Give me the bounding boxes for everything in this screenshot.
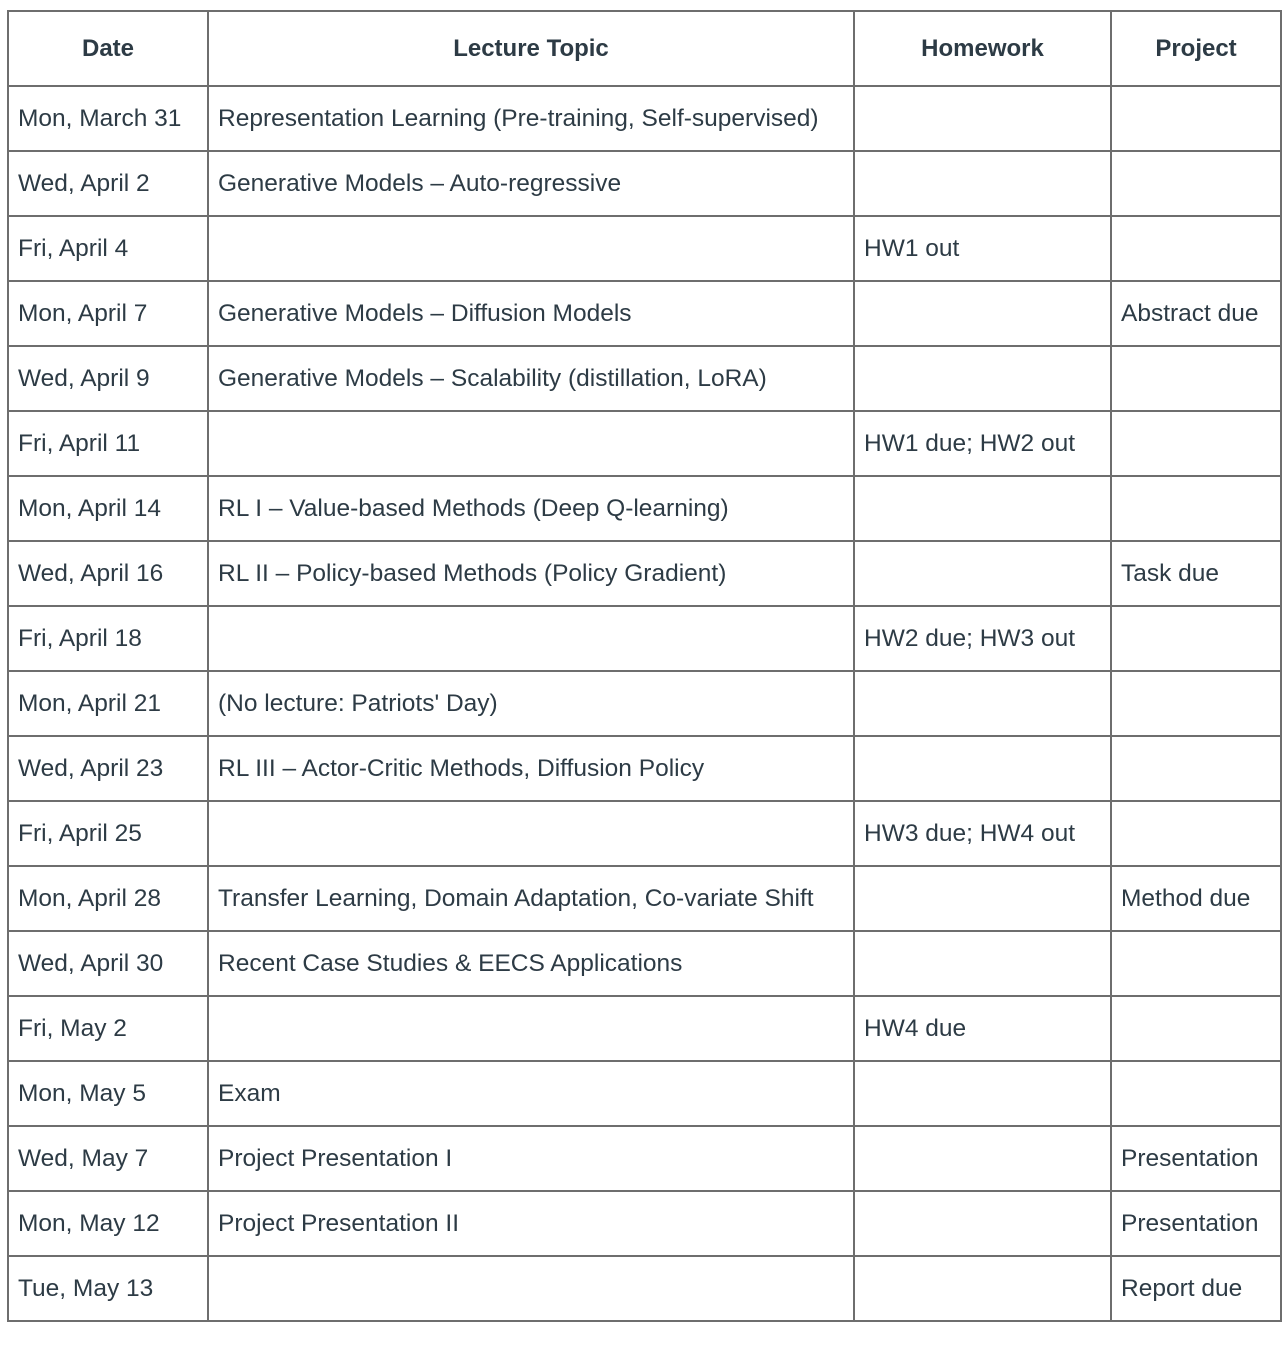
project-cell: Presentation [1111,1126,1281,1191]
header-row [8,11,1281,86]
table-row [8,1191,1281,1256]
date-cell: Wed, April 9 [8,346,208,411]
table-row [8,866,1281,931]
project-cell [1111,411,1281,476]
table-row [8,801,1281,866]
homework-cell [854,866,1111,931]
date-cell: Wed, April 2 [8,151,208,216]
table-body [8,86,1281,1321]
table-row [8,996,1281,1061]
table-row [8,86,1281,151]
homework-cell [854,281,1111,346]
homework-cell [854,1191,1111,1256]
lecture-topic-cell [208,606,854,671]
table-row [8,1256,1281,1321]
project-cell [1111,346,1281,411]
lecture-topic-cell: RL I – Value-based Methods (Deep Q-learning) [208,476,854,541]
table-row [8,1061,1281,1126]
homework-cell [854,476,1111,541]
date-cell: Wed, April 23 [8,736,208,801]
table-row [8,541,1281,606]
lecture-topic-cell [208,996,854,1061]
date-cell: Mon, April 14 [8,476,208,541]
project-cell: Abstract due [1111,281,1281,346]
project-cell [1111,1061,1281,1126]
header-project: Project [1111,11,1281,86]
homework-cell [854,931,1111,996]
project-cell [1111,476,1281,541]
date-cell: Fri, April 11 [8,411,208,476]
date-cell: Tue, May 13 [8,1256,208,1321]
project-cell: Method due [1111,866,1281,931]
project-cell [1111,996,1281,1061]
homework-cell [854,541,1111,606]
date-cell: Wed, April 30 [8,931,208,996]
project-cell [1111,736,1281,801]
project-cell [1111,931,1281,996]
project-cell [1111,606,1281,671]
homework-cell [854,151,1111,216]
table-row [8,151,1281,216]
lecture-topic-cell: Generative Models – Diffusion Models [208,281,854,346]
homework-cell [854,671,1111,736]
project-cell: Task due [1111,541,1281,606]
table-row [8,476,1281,541]
homework-cell: HW1 out [854,216,1111,281]
project-cell [1111,151,1281,216]
table-row [8,346,1281,411]
table-row [8,411,1281,476]
date-cell: Mon, May 12 [8,1191,208,1256]
lecture-topic-cell: RL II – Policy-based Methods (Policy Gradient) [208,541,854,606]
date-cell: Mon, March 31 [8,86,208,151]
lecture-topic-cell: RL III – Actor-Critic Methods, Diffusion Policy [208,736,854,801]
date-cell: Wed, April 16 [8,541,208,606]
homework-cell [854,86,1111,151]
homework-cell [854,346,1111,411]
project-cell [1111,86,1281,151]
header-date: Date [8,11,208,86]
lecture-topic-cell: Generative Models – Scalability (distillation, LoRA) [208,346,854,411]
project-cell [1111,801,1281,866]
table-header [8,11,1281,86]
lecture-topic-cell: Recent Case Studies & EECS Applications [208,931,854,996]
lecture-topic-cell: Project Presentation II [208,1191,854,1256]
table-row [8,216,1281,281]
lecture-topic-cell [208,801,854,866]
date-cell: Fri, May 2 [8,996,208,1061]
project-cell: Presentation [1111,1191,1281,1256]
schedule-table [7,10,1282,1322]
date-cell: Wed, May 7 [8,1126,208,1191]
homework-cell [854,736,1111,801]
lecture-topic-cell: Transfer Learning, Domain Adaptation, Co-variate Shift [208,866,854,931]
lecture-topic-cell: Exam [208,1061,854,1126]
date-cell: Mon, April 28 [8,866,208,931]
table-row [8,1126,1281,1191]
project-cell [1111,216,1281,281]
date-cell: Mon, April 7 [8,281,208,346]
homework-cell [854,1061,1111,1126]
table-row [8,606,1281,671]
homework-cell: HW1 due; HW2 out [854,411,1111,476]
header-lecture-topic: Lecture Topic [208,11,854,86]
lecture-topic-cell: (No lecture: Patriots' Day) [208,671,854,736]
table-row [8,931,1281,996]
date-cell: Fri, April 4 [8,216,208,281]
date-cell: Fri, April 18 [8,606,208,671]
table-row [8,281,1281,346]
homework-cell [854,1256,1111,1321]
header-homework: Homework [854,11,1111,86]
date-cell: Mon, April 21 [8,671,208,736]
lecture-topic-cell [208,411,854,476]
homework-cell [854,1126,1111,1191]
lecture-topic-cell: Project Presentation I [208,1126,854,1191]
lecture-topic-cell: Representation Learning (Pre-training, Self-supervised) [208,86,854,151]
homework-cell: HW2 due; HW3 out [854,606,1111,671]
table-row [8,671,1281,736]
homework-cell: HW4 due [854,996,1111,1061]
lecture-topic-cell: Generative Models – Auto-regressive [208,151,854,216]
table-row [8,736,1281,801]
project-cell: Report due [1111,1256,1281,1321]
lecture-topic-cell [208,1256,854,1321]
date-cell: Mon, May 5 [8,1061,208,1126]
project-cell [1111,671,1281,736]
homework-cell: HW3 due; HW4 out [854,801,1111,866]
lecture-topic-cell [208,216,854,281]
date-cell: Fri, April 25 [8,801,208,866]
